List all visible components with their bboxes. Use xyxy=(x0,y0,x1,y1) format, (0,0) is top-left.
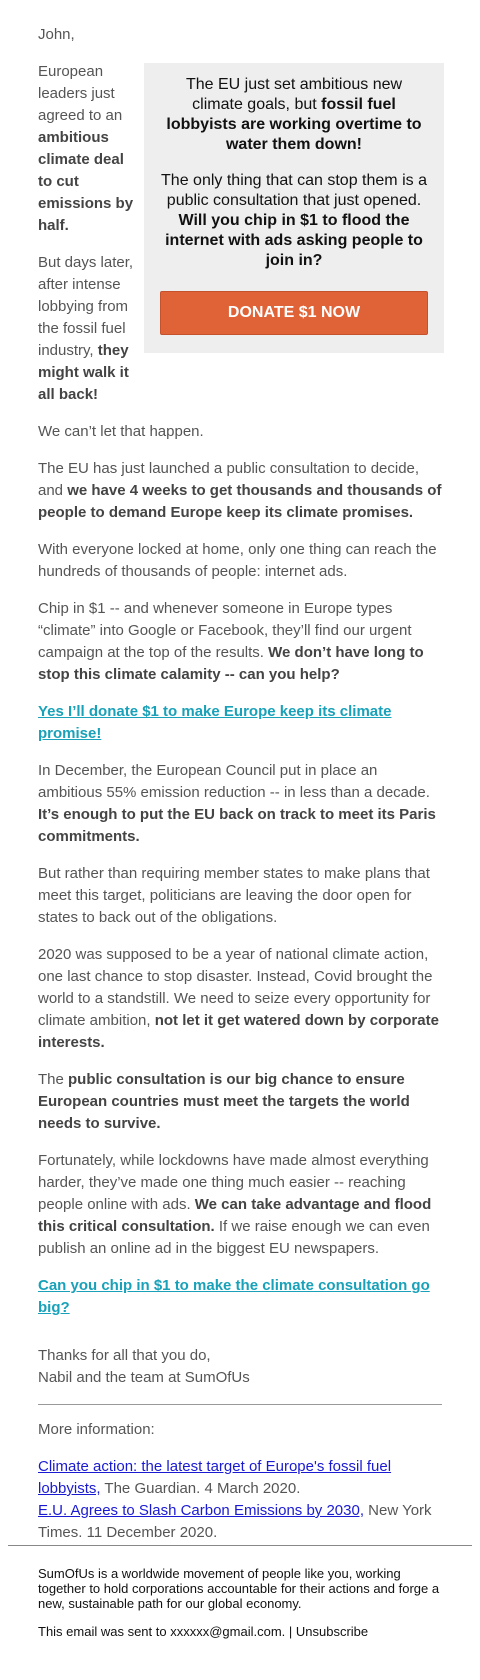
body-text: Fortunately, while lockdowns have made almost everything harder, they’ve made one thing much easier -- reaching people online with ads. xyxy=(38,1152,429,1213)
body-paragraph-10 xyxy=(38,1069,442,1135)
callout-bold-text: fossil fuel lobbyists are working overtime to water them down! xyxy=(166,96,422,153)
body-bold-text: we have 4 weeks to get thousands and thousands of people to demand Europe keep its climate promises. xyxy=(38,482,442,521)
body-text: Chip in $1 -- and whenever someone in Europe types “climate” into Google or Facebook, they’ll find our urgent campaign at the top of the results. xyxy=(38,600,412,661)
reference-item xyxy=(38,1456,442,1500)
body-paragraph-9 xyxy=(38,944,442,1054)
body-paragraph-7 xyxy=(38,760,442,848)
reference-source: New York Times. 11 December 2020. xyxy=(38,1502,432,1541)
body-bold-text: they might walk it all back! xyxy=(38,342,129,403)
sent-to-text: This email was sent to xxxxxx@gmail.com. | xyxy=(38,1624,296,1639)
signature: Nabil and the team at SumOfUs xyxy=(38,1369,250,1386)
signoff xyxy=(38,1345,442,1389)
body-bold-text: ambitious climate deal to cut emissions by half. xyxy=(38,129,134,234)
body-bold-text: public consultation is our big chance to ensure European countries must meet the targets the world needs to survive. xyxy=(38,1071,410,1132)
callout-paragraph-1 xyxy=(160,75,428,155)
footer-about: SumOfUs is a worldwide movement of people like you, working together to hold corporations accountable for their actions and forge a new, sustainable path for our global economy. xyxy=(38,1566,440,1611)
divider xyxy=(38,1404,442,1405)
reference-item xyxy=(38,1500,442,1544)
footer-content xyxy=(8,1546,472,1639)
greeting: John, xyxy=(38,26,75,43)
body-text: 2020 was supposed to be a year of national climate action, one last chance to stop disaster. Instead, Covid brought the world to a standstill. We need to seize every opportunity for climate ambition, xyxy=(38,946,433,1029)
body-text: The xyxy=(38,1071,69,1088)
donate-link-1[interactable]: Yes I’ll donate $1 to make Europe keep its climate promise! xyxy=(38,703,392,742)
donate-link-paragraph-2 xyxy=(38,1275,442,1319)
donate-link-2[interactable]: Can you chip in $1 to make the climate consultation go big? xyxy=(38,1277,430,1316)
unsubscribe-link[interactable]: Unsubscribe xyxy=(295,1624,369,1639)
body-paragraph-5: With everyone locked at home, only one thing can reach the hundreds of thousands of people: internet ads. xyxy=(38,541,437,580)
footer-sent-notice xyxy=(38,1624,442,1639)
reference-link-guardian[interactable]: Climate action: the latest target of Europe's fossil fuel lobbyists, xyxy=(38,1458,392,1497)
thanks-text: Thanks for all that you do, xyxy=(38,1347,211,1364)
references-list xyxy=(38,1456,442,1544)
body-text: The EU has just launched a public consultation to decide, and xyxy=(38,460,420,499)
body-bold-text: not let it get watered down by corporate interests. xyxy=(38,1012,439,1051)
reference-source: The Guardian. 4 March 2020. xyxy=(100,1480,301,1497)
email-body xyxy=(38,24,442,1544)
body-bold-text: We can take advantage and flood this critical consultation. xyxy=(38,1196,432,1235)
body-bold-text: We don’t have long to stop this climate calamity -- can you help? xyxy=(38,644,424,683)
donate-link-paragraph-1 xyxy=(38,701,442,745)
callout-text: The EU just set ambitious new climate goals, but xyxy=(185,76,403,113)
body-paragraph-8: But rather than requiring member states to make plans that meet this target, politicians are leaving the door open for states to back out of the obligations. xyxy=(38,865,430,926)
body-paragraph-11 xyxy=(38,1150,442,1260)
callout-text: The only thing that can stop them is a public consultation that just opened. xyxy=(161,172,427,209)
body-text: European leaders just agreed to an xyxy=(38,63,123,124)
body-paragraph-3: We can’t let that happen. xyxy=(38,423,204,440)
body-bold-text: It’s enough to put the EU back on track to meet its Paris commitments. xyxy=(38,806,436,845)
reference-link-nyt[interactable]: E.U. Agrees to Slash Carbon Emissions by 2030, xyxy=(38,1502,365,1519)
callout-paragraph-2 xyxy=(160,171,428,271)
donation-callout xyxy=(144,63,444,353)
more-info-heading: More information: xyxy=(38,1421,155,1438)
body-text: In December, the European Council put in place an ambitious 55% emission reduction -- in less than a decade. xyxy=(38,762,430,801)
donate-button[interactable]: DONATE $1 NOW xyxy=(160,291,428,335)
email-footer xyxy=(8,1545,472,1652)
body-text: But days later, after intense lobbying from the fossil fuel industry, xyxy=(38,254,134,359)
body-paragraph-6 xyxy=(38,598,442,686)
body-paragraph-4 xyxy=(38,458,442,524)
body-text: If we raise enough we can even publish an online ad in the biggest EU newspapers. xyxy=(38,1218,430,1257)
callout-bold-text: Will you chip in $1 to flood the internet with ads asking people to join in? xyxy=(165,212,423,269)
